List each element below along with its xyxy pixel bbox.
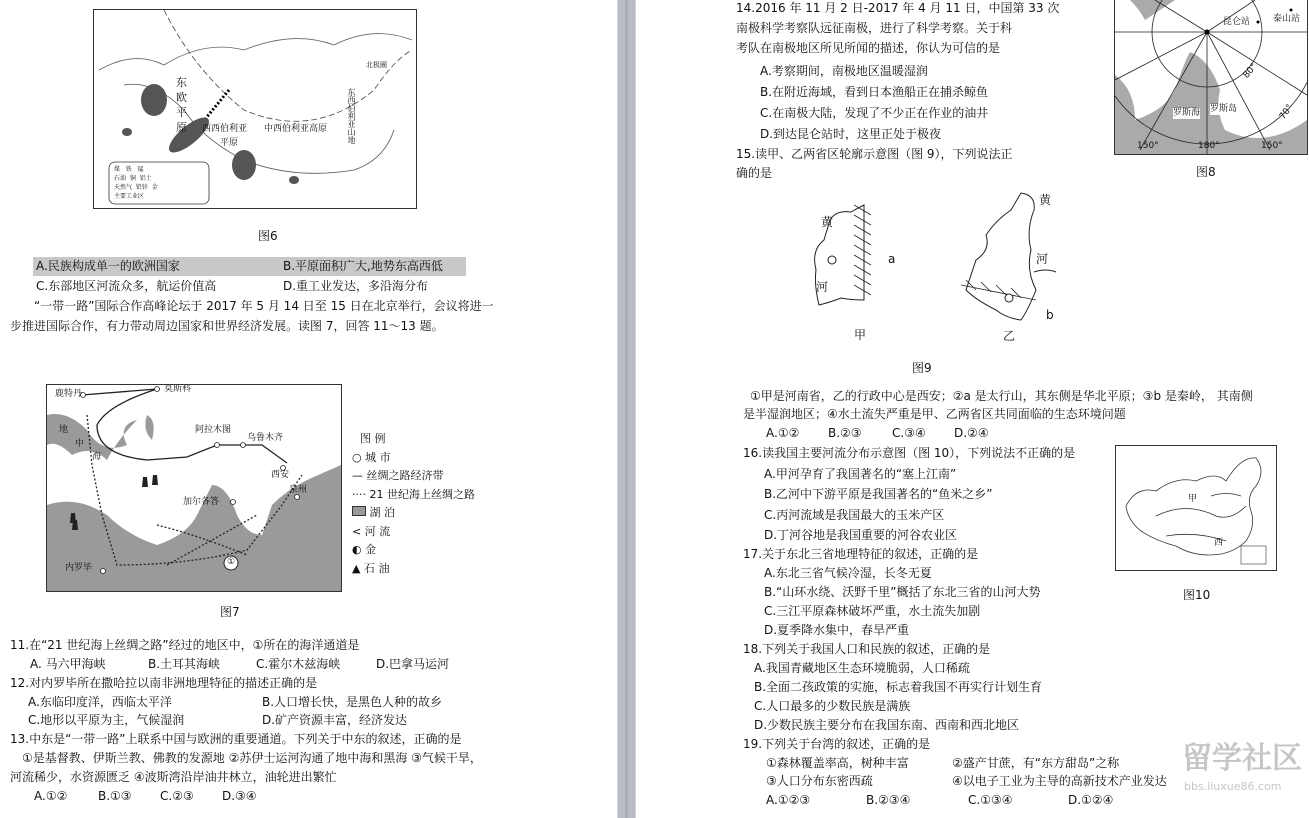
figure-8-caption: 图8	[1196, 165, 1216, 179]
q14-option-b: B.在附近海域，看到日本渔船正在捕杀鲸鱼	[760, 85, 989, 99]
map-label-zhong: 中	[75, 439, 85, 449]
oil-icon: ▲	[352, 561, 364, 575]
q13-statement-line-2: 河流稀少，水资源匮乏 ④波斯湾沿岸油井林立，油轮进出繁忙	[10, 770, 337, 784]
label-180: 180°	[1198, 141, 1220, 151]
q19-option-d: D.①②④	[1068, 793, 1114, 807]
q18-option-a: A.我国青藏地区生态环境脆弱，人口稀疏	[754, 661, 970, 675]
province-outlines-drawing	[796, 190, 1056, 350]
map-label-circle-1: ①	[227, 557, 236, 567]
right-page	[636, 0, 1309, 818]
q12-option-b: B.人口增长快，是黑色人种的故乡	[262, 695, 443, 709]
watermark-logo	[1182, 742, 1309, 802]
q15-option-c: C.③④	[892, 426, 926, 440]
q19-option-c: C.①③④	[968, 793, 1013, 807]
q13-option-c: C.②③	[160, 789, 194, 803]
q12-option-a: A.东临印度洋，西临太平洋	[28, 695, 172, 709]
china-rivers-map-drawing	[1116, 446, 1276, 570]
legend-river-label: 河 流	[364, 524, 391, 538]
q13-stem: 13.中东是“一带一路”上联系中国与欧洲的重要通道。下列关于中东的叙述，正确的是	[10, 732, 462, 746]
figure-7-caption: 图7	[220, 605, 240, 619]
q17-option-b: B.“山环水绕、沃野千里”概括了东北三省的山河大势	[764, 585, 1041, 599]
q19-statement-4: ④以电子工业为主导的高新技术产业发达	[952, 774, 1167, 788]
q12-stem: 12.对内罗毕所在撒哈拉以南非洲地理特征的描述正确的是	[10, 676, 318, 690]
figure-6-caption: 图6	[258, 229, 278, 243]
label-150e: 150°	[1261, 141, 1283, 151]
map-label-dong: 东	[176, 76, 187, 89]
legend-manganese: 锰	[137, 166, 144, 173]
intro-paragraph-line-1: “一带一路”国际合作高峰论坛于 2017 年 5 月 14 日至 15 日在北京举行，会议将进一	[34, 299, 494, 313]
q16-option-a: A.甲河孕育了我国著名的“塞上江南”	[764, 467, 957, 481]
legend-gas: 天然气	[114, 184, 133, 191]
q15-option-a: A.①②	[766, 426, 800, 440]
label-jia-river: 甲	[1188, 494, 1198, 504]
figure-8-antarctica-map	[1114, 0, 1308, 155]
figure-9-caption: 图9	[912, 361, 932, 375]
legend-industrial-area: 主要工业区	[114, 193, 145, 200]
legend-gold	[352, 541, 475, 560]
q14-stem-line-2: 南极科学考察队远征南极，进行了科学考察。关于科	[736, 21, 1013, 35]
option-c: C.东部地区河流众多，航运价值高	[36, 279, 217, 293]
label-150w: 150°	[1137, 141, 1159, 151]
legend-lake-label: 湖 泊	[369, 506, 395, 519]
watermark-title: 留学社区	[1182, 741, 1302, 776]
q15-option-b: B.②③	[828, 426, 862, 440]
page-gutter	[617, 0, 636, 818]
legend-silk-road-belt	[352, 467, 475, 486]
solid-line-icon: —	[352, 469, 367, 482]
legend-oil-label: 石 油	[363, 561, 390, 575]
legend-maritime-label: 21 世纪海上丝绸之路	[369, 487, 475, 501]
q13-option-d: D.③④	[222, 789, 257, 803]
map-label-di: 地	[59, 425, 69, 435]
legend-silk-road-belt-label: 丝绸之路经济带	[366, 469, 444, 482]
figure-10-china-rivers-map	[1115, 445, 1277, 571]
q16-option-d: D.丁河谷地是我国重要的河谷农业区	[764, 528, 958, 542]
figure-7-silk-road-map	[46, 384, 342, 592]
map-label-hai: 海	[92, 452, 102, 462]
q14-option-d: D.到达昆仑站时，这里正处于极夜	[760, 127, 942, 141]
q11-option-d: D.巴拿马运河	[376, 657, 450, 671]
q19-statement-2: ②盛产甘蔗，有“东方甜岛”之称	[952, 756, 1120, 770]
q15-statement-line-2: 是半湿润地区；④水土流失严重是甲、乙两省区共同面临的生态环境问题	[743, 407, 1126, 421]
q19-option-b: B.②③④	[866, 793, 911, 807]
figure-10-caption: 图10	[1183, 588, 1211, 602]
option-d: D.重工业发达，多沿海分布	[283, 279, 429, 293]
city-moscow: 莫斯科	[164, 384, 192, 394]
q14-option-c: C.在南极大陆，发现了不少正在作业的油井	[760, 106, 989, 120]
map-label-plain: 平原	[220, 138, 239, 148]
q18-option-b: B.全面二孩政策的实施，标志着我国不再实行计划生育	[754, 680, 1043, 694]
legend-city-label: 城 市	[365, 450, 391, 464]
left-page	[0, 0, 617, 818]
q12-option-d: D.矿产资源丰富，经济发达	[262, 713, 408, 727]
q15-statement-line-1: ①甲是河南省，乙的行政中心是西安；②a 是太行山，其东侧是华北平原；③b 是秦岭， 其南侧	[750, 389, 1253, 403]
fig6-legend	[114, 165, 209, 201]
q18-option-d: D.少数民族主要分布在我国东南、西南和西北地区	[754, 718, 1020, 732]
legend-city	[352, 449, 475, 468]
legend-coal: 煤	[114, 166, 121, 173]
figure-7-legend	[352, 430, 475, 578]
q11-stem: 11.在“21 世纪海上丝绸之路”经过的地区中，①所在的海洋通道是	[10, 638, 360, 652]
label-80-degrees: 80°	[1241, 61, 1260, 81]
q19-statement-3: ③人口分布东密西疏	[766, 774, 873, 788]
label-yi: 乙	[1003, 329, 1016, 343]
label-70-degrees: 70°	[1277, 102, 1296, 122]
map-label-yuan: 原	[176, 121, 187, 134]
legend-river	[352, 523, 475, 542]
label-he-yi: 河	[1036, 252, 1049, 266]
map-label-east-siberia: 东西伯利亚山地	[347, 88, 356, 144]
q19-option-a: A.①②③	[766, 793, 811, 807]
legend-gold: 金	[151, 184, 158, 191]
q13-option-b: B.①③	[98, 789, 132, 803]
option-a: A.民族构成单一的欧洲国家	[36, 259, 180, 273]
legend-lake	[352, 504, 475, 523]
q16-stem: 16.读我国主要河流分布示意图（图 10），下列说法不正确的是	[743, 446, 1076, 460]
gold-icon: ◐	[352, 543, 366, 556]
q16-option-c: C.丙河流域是我国最大的玉米产区	[764, 508, 945, 522]
q11-option-c: C.霍尔木兹海峡	[256, 657, 341, 671]
legend-copper: 铜	[129, 175, 136, 182]
city-rotterdam: 鹿特丹	[55, 389, 83, 399]
q14-option-a: A.考察期间，南极地区温暖湿润	[760, 64, 928, 78]
city-quanzhou: 泉州	[289, 485, 308, 495]
city-xian: 西安	[271, 470, 290, 480]
legend-oil: 石油	[114, 175, 127, 182]
q15-stem-line-2: 确的是	[736, 166, 773, 180]
q18-option-c: C.人口最多的少数民族是满族	[754, 699, 911, 713]
legend-bauxite: 铝土	[139, 175, 152, 182]
lake-box-icon	[352, 506, 366, 516]
label-huang-jia: 黄	[821, 215, 834, 229]
q17-option-c: C.三江平原森林破坏严重，水土流失加剧	[764, 604, 981, 618]
q17-option-d: D.夏季降水集中，春旱严重	[764, 623, 910, 637]
q11-option-b: B.土耳其海峡	[148, 657, 221, 671]
city-urumqi: 乌鲁木齐	[247, 433, 284, 443]
watermark-url: bbs.liuxue86.com	[1184, 780, 1282, 793]
q12-option-c: C.地形以平原为主，气候湿润	[28, 713, 185, 727]
city-kolkata: 加尔各答	[183, 497, 220, 507]
q16-option-b: B.乙河中下游平原是我国著名的“鱼米之乡”	[764, 487, 993, 501]
legend-title: 图 例	[360, 432, 386, 445]
q15-stem-line-1: 15.读甲、乙两省区轮廓示意图（图 9），下列说法正	[736, 147, 1013, 161]
figure-9-province-outlines	[796, 190, 1061, 350]
map-label-central-siberia: 中西伯利亚高原	[264, 124, 328, 134]
label-he-jia: 河	[816, 280, 829, 294]
q19-stem: 19.下列关于台湾的叙述，正确的是	[743, 737, 931, 751]
label-kunlun-station: 昆仑站	[1223, 17, 1251, 27]
legend-iron: 铁	[125, 166, 132, 173]
label-xi-river: 西	[1214, 538, 1224, 548]
q17-stem: 17.关于东北三省地理特征的叙述，正确的是	[743, 547, 979, 561]
q15-option-d: D.②④	[954, 426, 989, 440]
q18-stem: 18.下列关于我国人口和民族的叙述，正确的是	[743, 642, 991, 656]
figure-6-russia-map	[93, 9, 417, 209]
q17-option-a: A.东北三省气候冷湿，长冬无夏	[764, 566, 932, 580]
legend-lead-zinc: 铅锌	[135, 184, 148, 191]
intro-paragraph-line-2: 步推进国际合作，有力带动周边国家和世界经济发展。读图 7，回答 11～13 题。	[10, 319, 444, 333]
label-b: b	[1046, 308, 1054, 322]
q13-statement-line-1: ①是基督教、伊斯兰教、佛教的发源地 ②苏伊士运河沟通了地中海和黑海 ③气候干旱，	[22, 751, 482, 765]
city-nairobi: 内罗毕	[65, 563, 93, 573]
river-icon: <	[352, 524, 365, 538]
legend-maritime-silk-road	[352, 486, 475, 505]
q13-option-a: A.①②	[34, 789, 68, 803]
map-label-ping: 平	[176, 106, 187, 119]
label-taishan-station: 泰山站	[1273, 14, 1301, 24]
label-ross-island: 罗斯岛	[1210, 104, 1238, 114]
q14-stem-line-3: 考队在南极地区所见所闻的描述，你认为可信的是	[736, 41, 1001, 55]
label-huang-yi: 黄	[1039, 193, 1052, 207]
option-b: B.平原面积广大,地势东高西低	[283, 259, 443, 273]
q14-stem-line-1: 14.2016 年 11 月 2 日-2017 年 4 月 11 日，中国第 33 次	[736, 1, 1060, 15]
label-ross-sea: 罗斯海	[1173, 108, 1201, 118]
city-circle-icon: ○	[352, 450, 366, 464]
label-jia: 甲	[854, 328, 867, 342]
map-label-arctic-circle: 北极圈	[366, 61, 387, 69]
legend-gold-label: 金	[365, 543, 377, 556]
map-label-ou: 欧	[176, 91, 187, 104]
q11-option-a: A. 马六甲海峡	[30, 657, 106, 671]
q19-statement-1: ①森林覆盖率高，树种丰富	[766, 756, 909, 770]
label-a: a	[888, 252, 896, 266]
legend-oil	[352, 560, 475, 579]
map-label-west-siberia: 西西伯利亚	[202, 124, 248, 134]
dotted-line-icon: ····	[352, 487, 370, 501]
city-almaty: 阿拉木图	[195, 425, 232, 435]
